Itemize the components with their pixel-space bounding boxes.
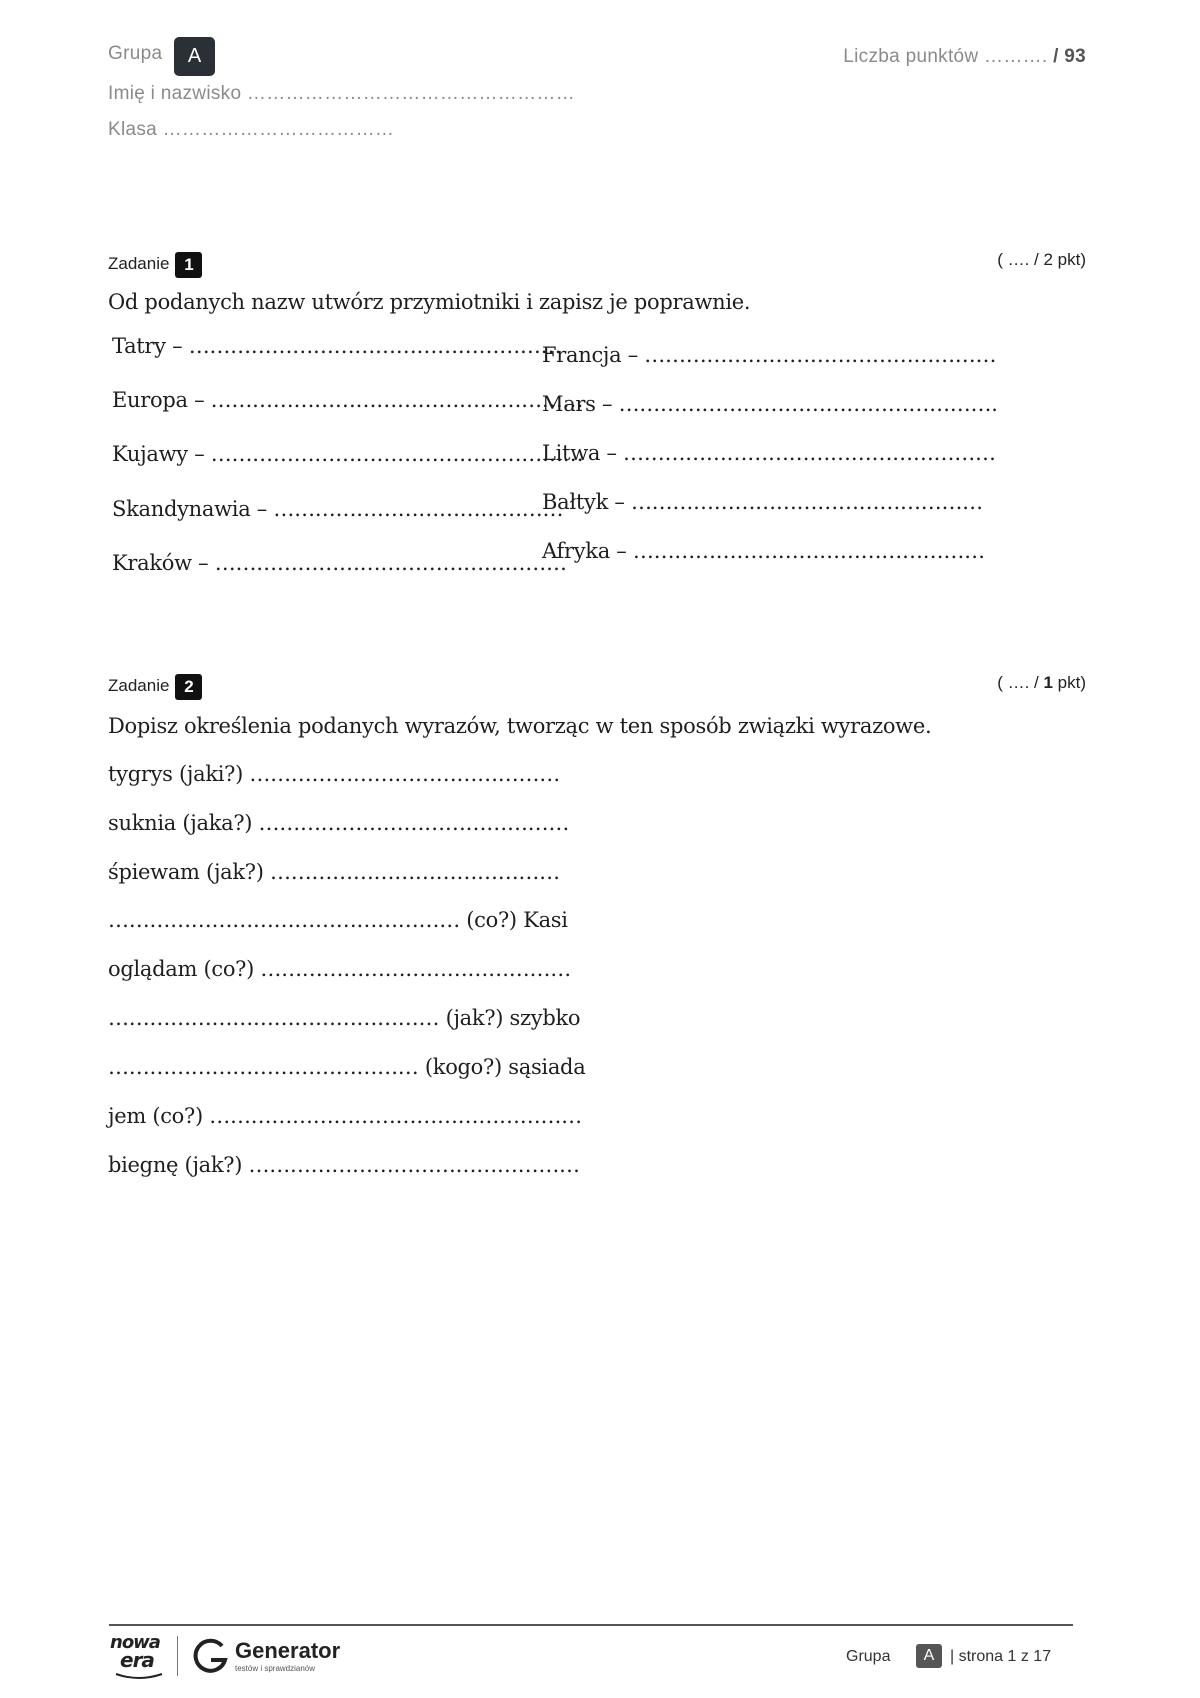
task-1-points [997, 250, 1086, 270]
task-1-item: Skandynawia – …………………………………… [112, 497, 564, 521]
task-label: Zadanie [108, 676, 170, 696]
generator-subtitle: testów i sprawdzianów [235, 1664, 316, 1673]
points-suffix: pkt) [1052, 250, 1086, 269]
task-1-item: Afryka – …………………………………………… [542, 539, 985, 563]
class-field-label: Klasa ……………………………… [108, 119, 395, 140]
footer-page-info: | strona 1 z 17 [950, 1648, 1052, 1665]
points-prefix: ( …. / [997, 673, 1044, 692]
footer-divider [109, 1624, 1073, 1626]
task-2-line: biegnę (jak?) ………………………………………… [108, 1153, 580, 1177]
task-1-instruction: Od podanych nazw utwórz przymiotniki i zapisz je poprawnie. [108, 290, 751, 314]
logo-swoosh-icon [114, 1672, 164, 1680]
task-2-line: suknia (jaka?) ……………………………………… [108, 811, 570, 835]
task-2-line: śpiewam (jak?) …………………………………… [108, 860, 560, 884]
task-1-item: Kujawy – ……………………………………………… [112, 442, 584, 466]
task-2-line: jem (co?) ……………………………………………… [108, 1104, 582, 1128]
task-2-line: ………………………………………… (jak?) szybko [108, 1006, 581, 1030]
task-2-line: tygrys (jaki?) ……………………………………… [108, 762, 560, 786]
group-badge: A [174, 37, 215, 76]
task-1-header [108, 252, 202, 278]
task-label: Zadanie [108, 254, 170, 274]
task-number-badge: 1 [175, 252, 202, 278]
task-2-line: …………………………………………… (co?) Kasi [108, 908, 568, 932]
group-label: Grupa [108, 43, 163, 64]
points-label: Liczba punktów ………. [843, 46, 1054, 67]
points-prefix: ( …. / [997, 250, 1044, 269]
name-field-label: Imię i nazwisko …………………………………………… [108, 83, 575, 104]
task-number-badge: 2 [175, 674, 202, 700]
points-value: 2 [1043, 250, 1053, 269]
points-summary [843, 46, 1086, 68]
logo-text-era: era [120, 1648, 154, 1672]
task-1-item: Mars – ………………………………………………. [542, 392, 998, 416]
task-1-item: Bałtyk – …………………………………………… [542, 490, 983, 514]
logo-text-nowa: nowa [110, 1632, 160, 1653]
points-total: / 93 [1053, 46, 1086, 67]
task-2-line: ……………………………………… (kogo?) sąsiada [108, 1055, 586, 1079]
generator-title: Generator [235, 1638, 341, 1663]
task-1-item: Litwa – ……………………………………………… [542, 441, 996, 465]
task-2-line: oglądam (co?) ……………………………………… [108, 957, 571, 981]
task-1-item: Europa – ……………………………………………… [112, 388, 584, 412]
task-2-header [108, 674, 202, 700]
nowa-era-logo [110, 1634, 170, 1680]
task-1-item: Tatry – ……………………………………………… [112, 334, 562, 358]
task-2-points [997, 673, 1086, 693]
points-value: 1 [1043, 673, 1053, 692]
logo-separator [177, 1636, 178, 1676]
footer-group-badge: A [916, 1644, 942, 1668]
generator-g-icon [192, 1638, 230, 1676]
footer-group-label: Grupa [846, 1648, 891, 1665]
points-suffix: pkt) [1052, 673, 1086, 692]
task-1-item: Kraków – …………………………………………… [112, 551, 567, 575]
task-1-item: Francja – …………………………………………… [542, 343, 997, 367]
task-2-instruction: Dopisz określenia podanych wyrazów, tworząc w ten sposób związki wyrazowe. [108, 714, 932, 738]
